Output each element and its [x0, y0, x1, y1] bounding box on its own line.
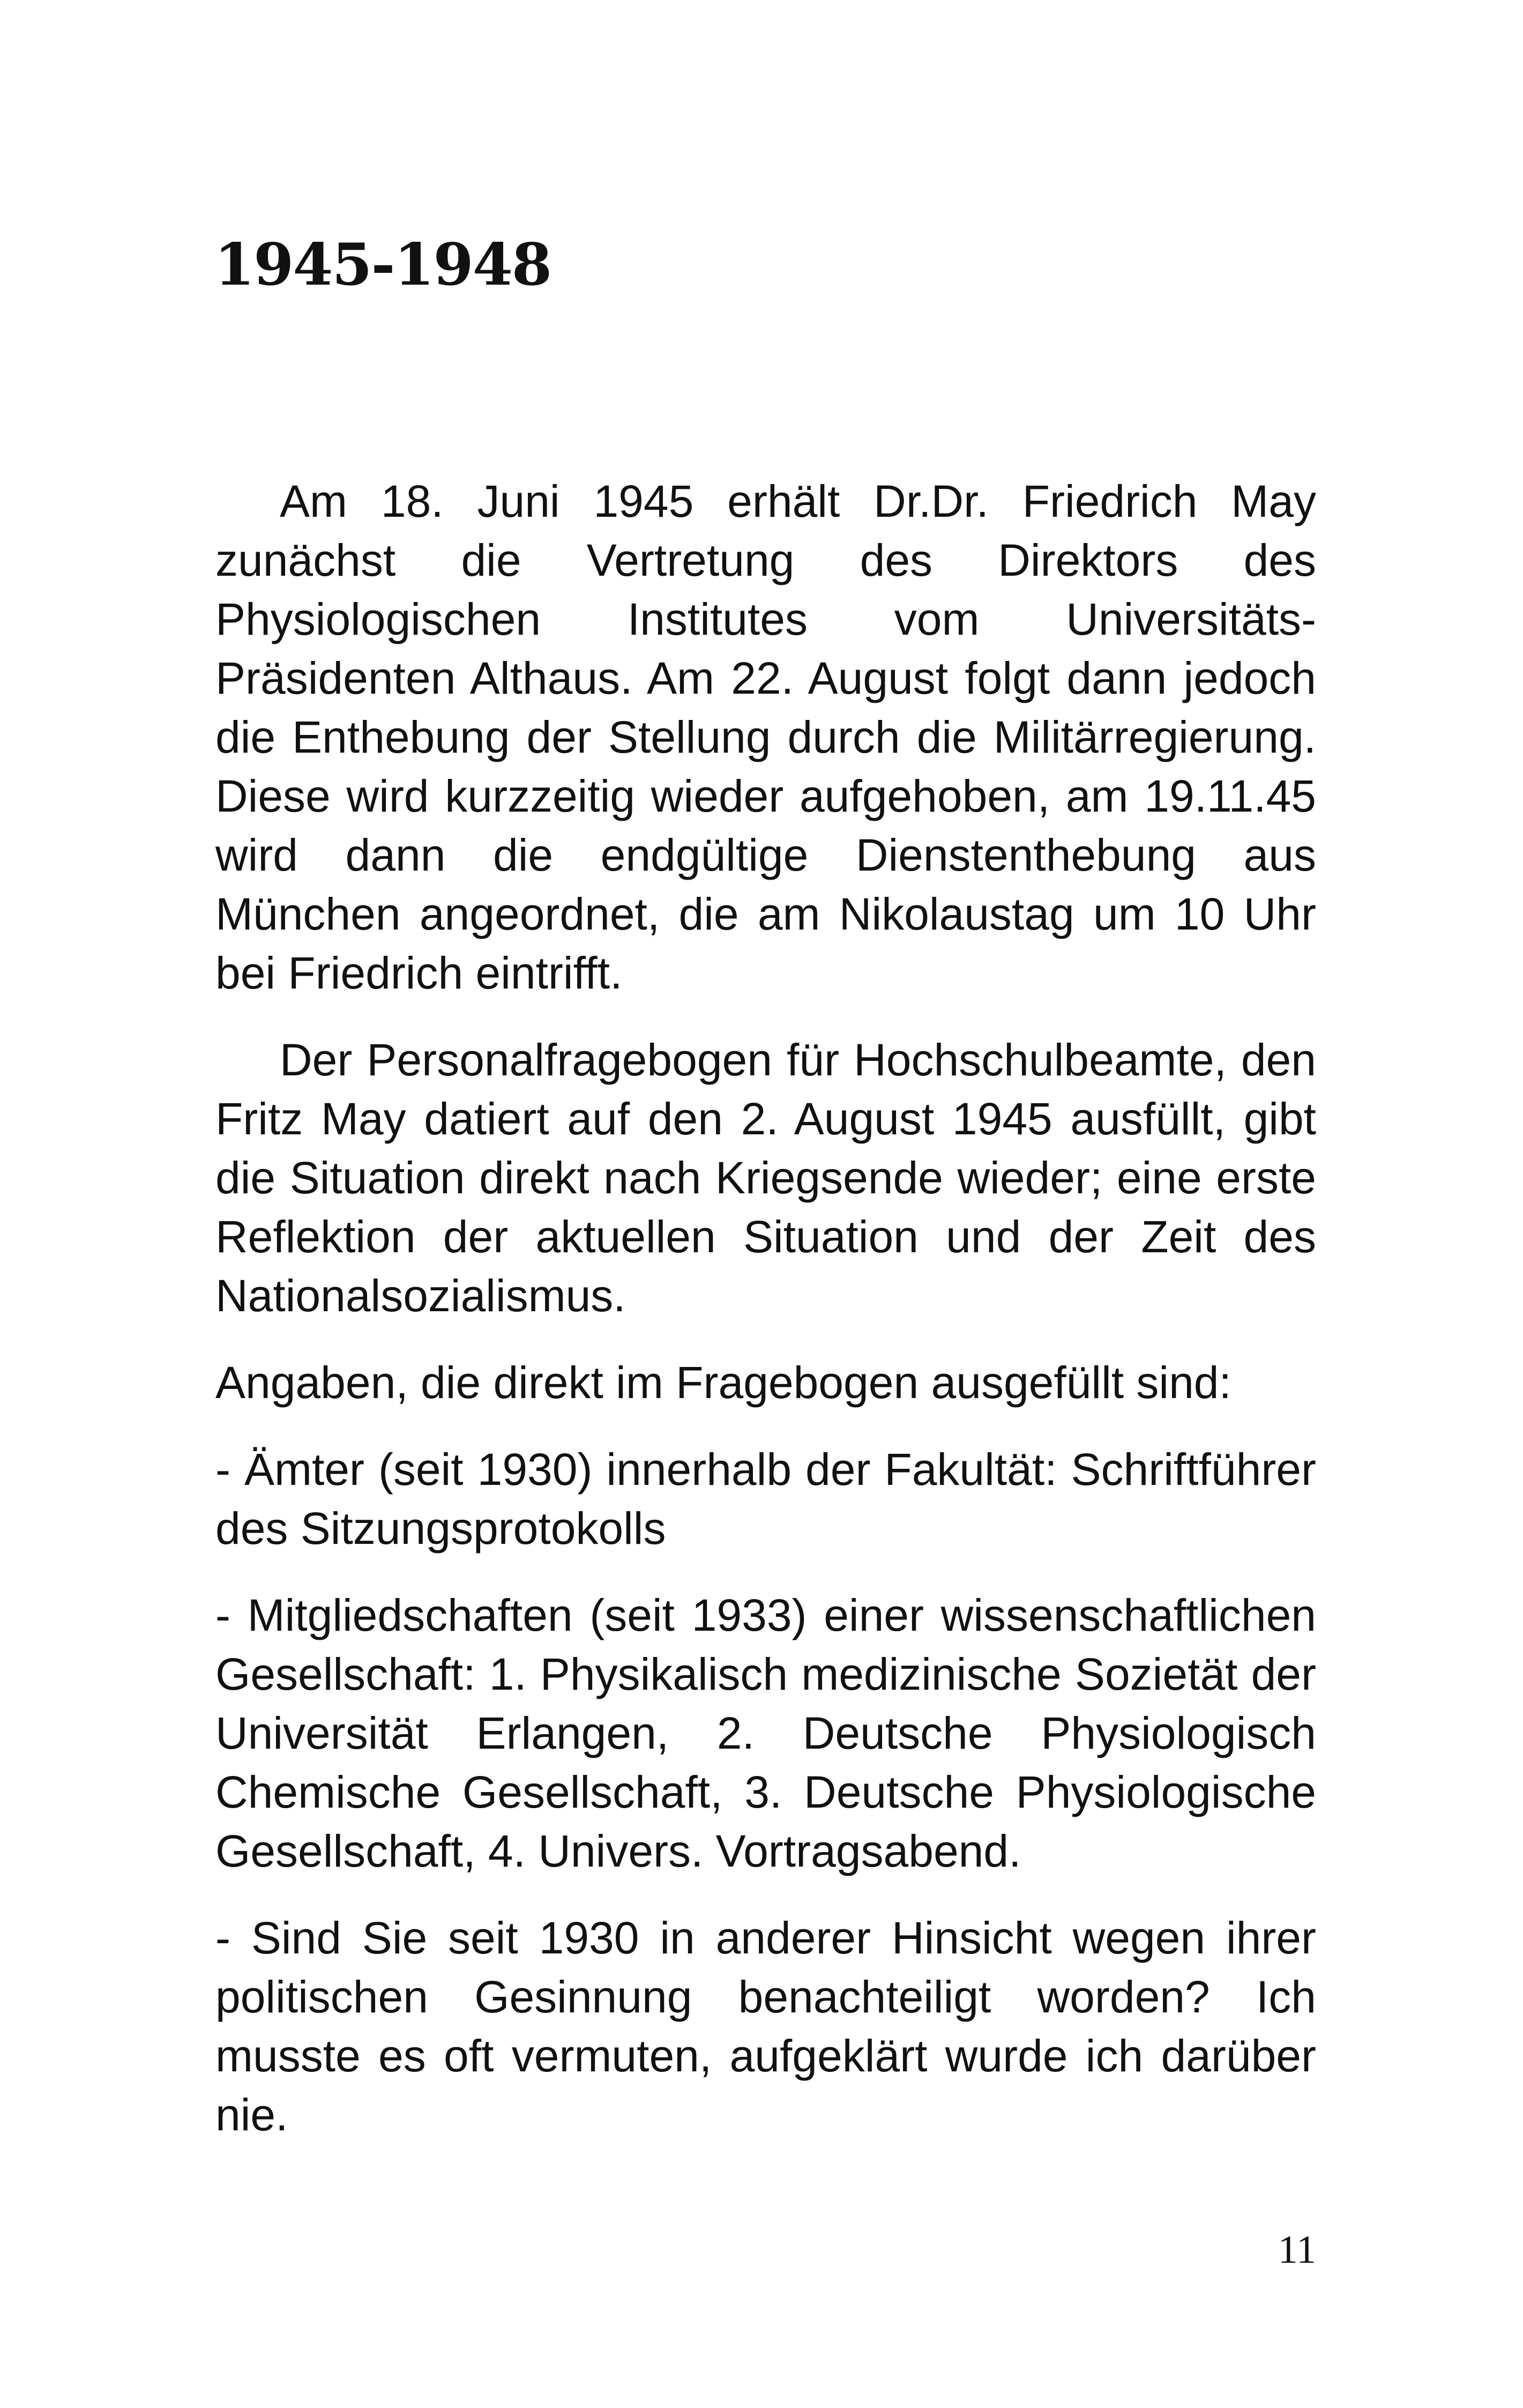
list-item-offices: - Ämter (seit 1930) innerhalb der Fakultät: Schriftführer des Sitzungsprotokolls [215, 1444, 1316, 1554]
list-item-political-disadvantage: - Sind Sie seit 1930 in anderer Hinsicht wegen ihrer politischen Gesinnung benachteiligt worden? Ich musste es oft vermuten, aufgeklärt wurde ich darüber nie. [215, 1913, 1316, 2140]
paragraph-questionnaire: Der Personalfragebogen für Hochschulbeamte, den Fritz May datiert auf den 2. August 1945 ausfüllt, gibt die Situation direkt nach Kriegsende wieder; eine erste Reflektion der aktuellen Situation und der Zeit des Nationalsozialismus. [215, 1035, 1316, 1321]
paragraph-questionnaire-intro: Angaben, die direkt im Fragebogen ausgefüllt sind: [215, 1357, 1231, 1408]
paragraph-dismissal: Am 18. Juni 1945 erhält Dr.Dr. Friedrich May zunächst die Vertretung des Direktors des Physiologischen Institutes vom Universitäts-Präsidenten Althaus. Am 22. August folgt dann jedoch die Enthebung der Stellung durch die Militärregierung. Diese wird kurzzeitig wieder aufgehoben, am 19.11.45 wird dann die endgültige Dienstenthebung aus München angeordnet, die am Nikolaustag um 10 Uhr bei Friedrich eintrifft. [215, 476, 1316, 998]
chapter-title: 1945-1948 [214, 231, 551, 299]
list-item-memberships: - Mitgliedschaften (seit 1933) einer wissenschaftlichen Gesellschaft: 1. Physikalisch medizinische Sozietät der Universität Erlangen, 2. Deutsche Physiologisch Chemische Gesellschaft, 3. Deutsche Physiologische Gesellschaft, 4. Univers. Vortragsabend. [215, 1590, 1316, 1876]
body-text [215, 472, 1316, 2172]
page-number: 11 [1278, 2228, 1316, 2272]
